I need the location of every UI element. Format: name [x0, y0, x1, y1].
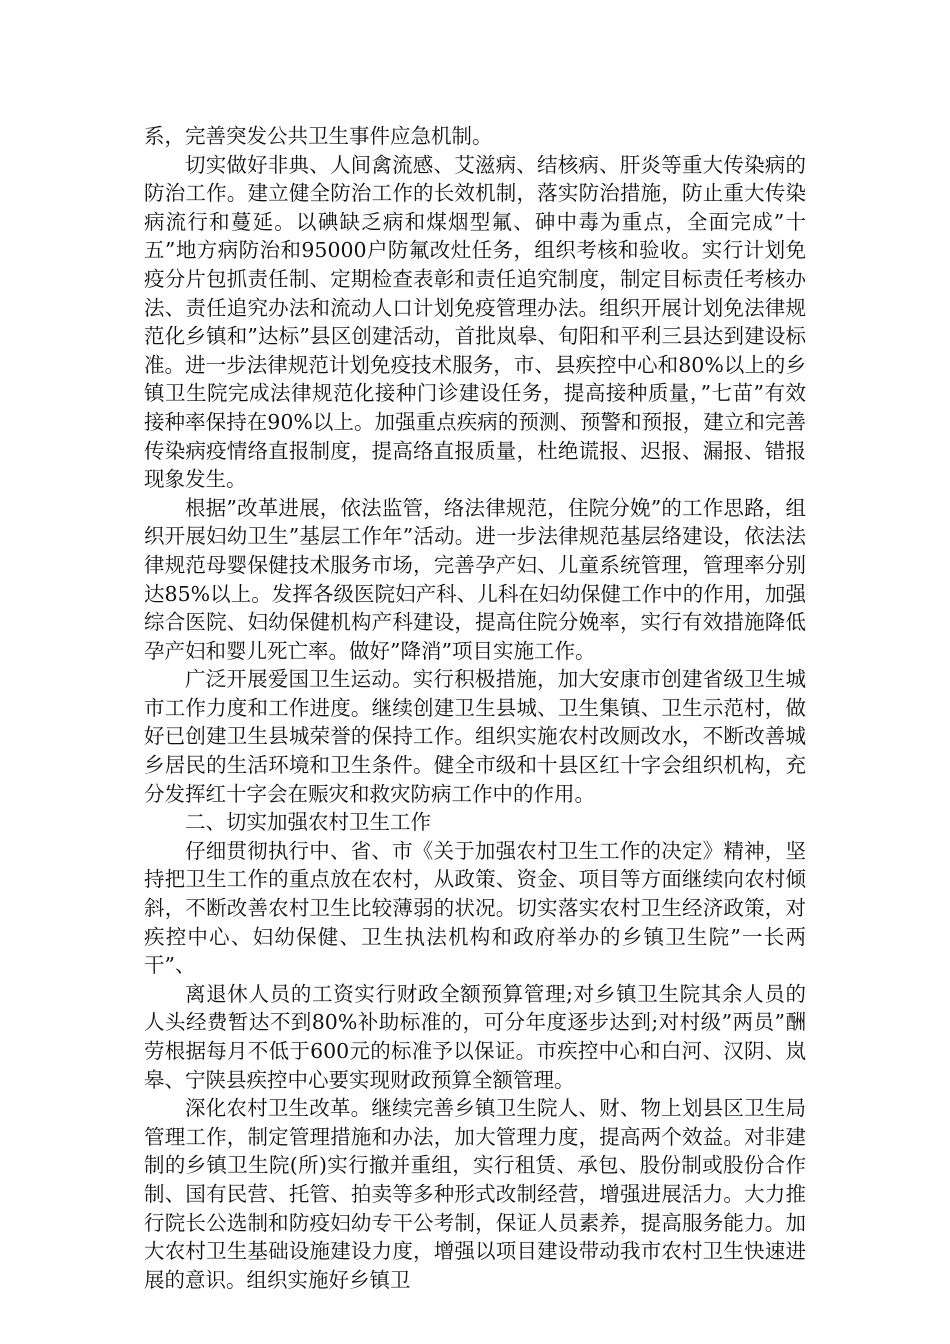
paragraph-rural-health-policy: 仔细贯彻执行中、省、市《关于加强农村卫生工作的决定》精神，坚持把卫生工作的重点放在农村，从政策、资金、项目等方面继续向农村倾斜，不断改善农村卫生比较薄弱的状况。切实落实农村卫生经济政策，对疾控中心、妇幼保健、卫生执法机构和政府举办的乡镇卫生院”一长两干”、 [144, 838, 806, 978]
section-heading: 二、切实加强农村卫生工作 [185, 810, 431, 835]
paragraph-retiree-salaries: 离退休人员的工资实行财政全额预算管理;对乡镇卫生院其余人员的人头经费暂达不到80%补助标准的，可分年度逐步达到;对村级”两员”酬劳根据每月不低于600元的标准予以保证。市疾控中心和白河、汉阴、岚皋、宁陕县疾控中心要实现财政预算全额管理。 [144, 981, 806, 1092]
paragraph-maternal-child-health: 根据”改革进展，依法监管，络法律规范，住院分娩”的工作思路，组织开展妇幼卫生”基层工作年”活动。进一步法律规范基层络建设，依法法律规范母婴保健技术服务市场，完善孕产妇、儿童系统管理，管理率分别达85%以上。发挥各级医院妇产科、儿科在妇幼保健工作中的作用，加强综合医院、妇幼保健机构产科建设，提高住院分娩率，实行有效措施降低孕产妇和婴儿死亡率。做好”降消”项目实施工作。 [144, 495, 806, 663]
paragraph-patriotic-health: 广泛开展爱国卫生运动。实行积极措施，加大安康市创建省级卫生城市工作力度和工作进度。继续创建卫生县城、卫生集镇、卫生示范村，做好已创建卫生县城荣誉的保持工作。组织实施农村改厕改水，不断改善城乡居民的生活环境和卫生条件。健全市级和十县区红十字会组织机构，充分发挥红十字会在赈灾和救灾防病工作中的作用。 [144, 667, 806, 806]
paragraph-continuation: 系，完善突发公共卫生事件应急机制。 [144, 124, 493, 148]
paragraph-disease-prevention: 切实做好非典、人间禽流感、艾滋病、结核病、肝炎等重大传染病的防治工作。建立健全防治工作的长效机制，落实防治措施，防止重大传染病流行和蔓延。以碘缺乏病和煤烟型氟、砷中毒为重点，全面完成”十五”地方病防治和95000户防氟改灶任务，组织考核和验收。实行计划免疫分片包抓责任制、定期检查表彰和责任追究制度，制定目标责任考核办法、责任追究办法和流动人口计划免疫管理办法。组织开展计划免法律规范化乡镇和”达标”县区创建活动，首批岚皋、旬阳和平利三县达到建设标准。进一步法律规范计划免疫技术服务，市、县疾控中心和80%以上的乡镇卫生院完成法律规范化接种门诊建设任务，提高接种质量，”七苗”有效接种率保持在90%以上。加强重点疾病的预测、预警和预报，建立和完善传染病疫情络直报制度，提高络直报质量，杜绝谎报、迟报、漏报、错报现象发生。 [144, 152, 806, 492]
paragraph-rural-health-reform: 深化农村卫生改革。继续完善乡镇卫生院人、财、物上划县区卫生局管理工作，制定管理措施和办法，加大管理力度，提高两个效益。对非建制的乡镇卫生院(所)实行撤并重组，实行租赁、承包、股份制或股份合作制、国有民营、托管、拍卖等多种形式改制经营，增强进展活力。大力推行院长公选制和防疫妇幼专干公考制，保证人员素养，提高服务能力。加大农村卫生基础设施建设力度，增强以项目建设带动我市农村卫生快速进展的意识。组织实施好乡镇卫 [144, 1096, 806, 1292]
document-page [144, 122, 806, 1294]
